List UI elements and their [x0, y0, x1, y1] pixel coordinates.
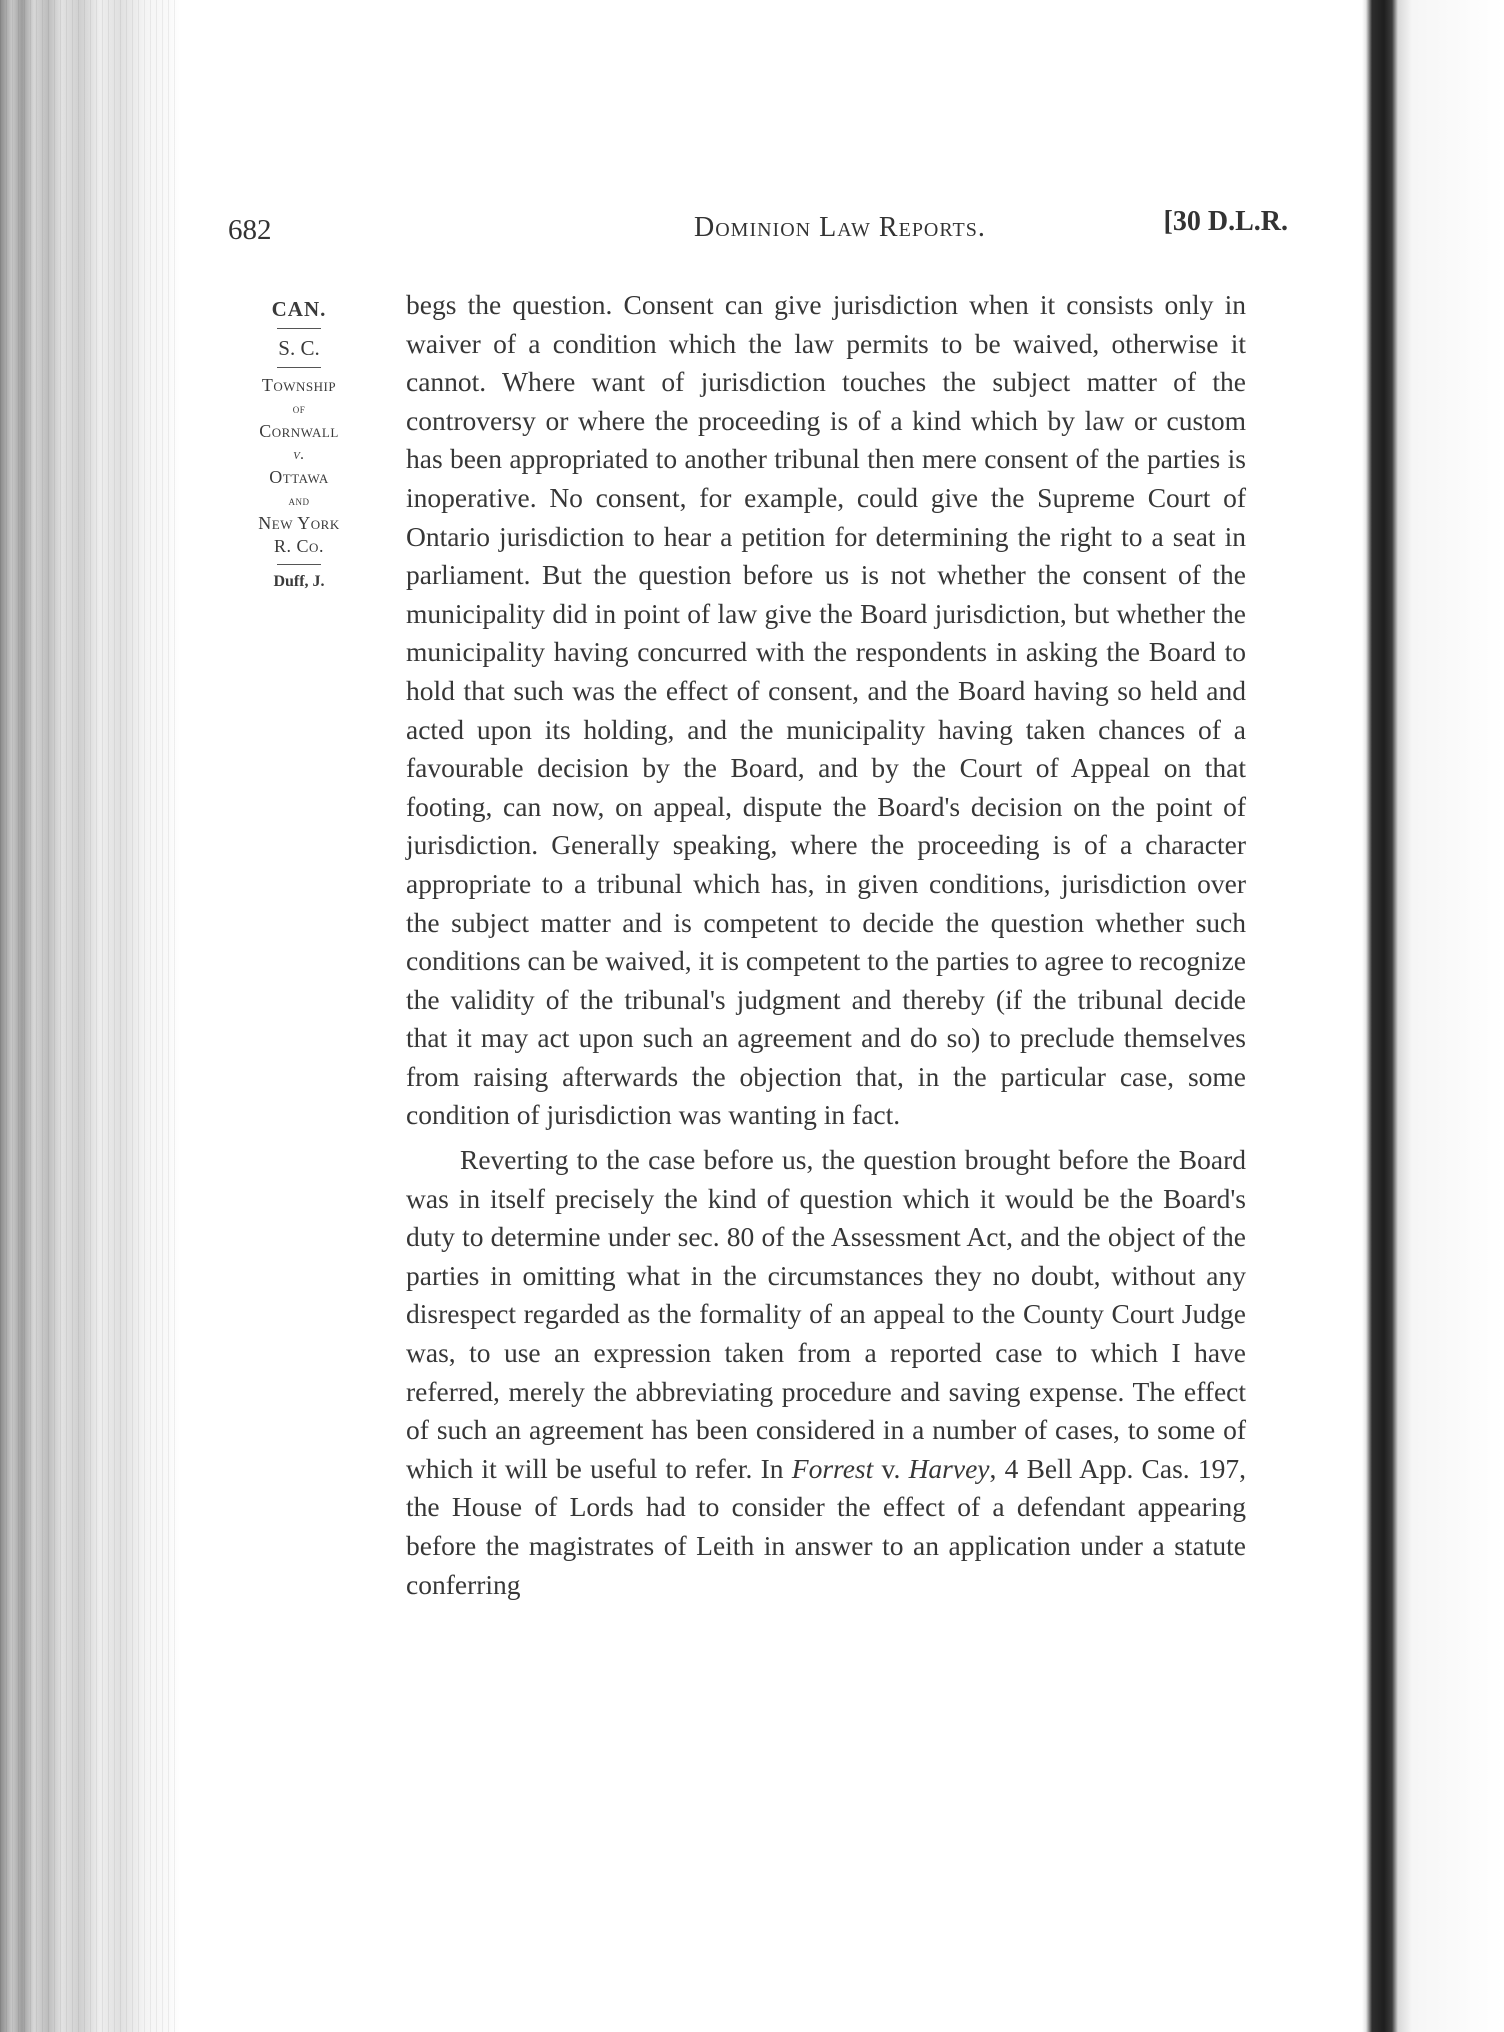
case-name-italic: Harvey — [908, 1452, 990, 1484]
margin-rule — [277, 367, 321, 368]
versus-text: v. — [881, 1452, 901, 1484]
case-line: v. — [293, 446, 305, 463]
case-line: R. Co. — [274, 536, 324, 556]
margin-notes — [224, 296, 374, 593]
case-name-italic: Forrest — [791, 1452, 874, 1484]
running-head — [228, 206, 1288, 246]
page-number: 682 — [228, 214, 272, 246]
case-line: New York — [258, 513, 340, 533]
margin-rule — [277, 328, 321, 329]
margin-court: S. C. — [278, 336, 320, 360]
journal-title: Dominion Law Reports. — [694, 212, 986, 243]
margin-country: CAN. — [271, 297, 327, 321]
paragraph — [406, 1141, 1246, 1604]
book-page — [180, 0, 1362, 2032]
case-line: Ottawa — [269, 467, 329, 487]
body-text — [406, 286, 1246, 1604]
volume-reference: [30 D.L.R. — [1163, 206, 1288, 237]
paragraph-text: Reverting to the case before us, the question brought before the Board was in itself precisely the kind of question which it would be the Board's duty to determine under sec. 80 of the Assessment Act, and the object of the parties in omitting what in the circumstances they no doubt, without any disrespect regarded as the formality of an appeal to the County Court Judge was, to use an expression taken from a reported case to which I have referred, merely the abbreviating procedure and saving expense. The effect of such an agreement has been considered in a number of cases, to some of which it will be useful to refer. In — [406, 1144, 1246, 1484]
paragraph-text: , 4 Bell App. Cas. 197, the House of Lords had to consider the effect of a defendant appearing before the magistrates of Leith in answer to an application under a statute conferring — [406, 1452, 1247, 1600]
margin-judge: Duff, J. — [273, 573, 325, 590]
margin-case-name — [224, 374, 374, 558]
book-gutter-edge — [1362, 0, 1504, 2032]
paragraph: begs the question. Consent can give jurisdiction when it consists only in waiver of a condition which the law permits to be waived, otherwise it cannot. Where want of jurisdiction touches the subject matter of the controversy or where the proceeding is of a kind which by law or custom has been appropriated to another tribunal then mere consent of the parties is inoperative. No consent, for example, could give the Supreme Court of Ontario jurisdiction to hear a petition for determining the right to a seat in parliament. But the question before us is not whether the consent of the municipality did in point of law give the Board jurisdiction, but whether the municipality having concurred with the respondents in asking the Board to hold that such was the effect of consent, and the Board having so held and acted upon its holding, and the municipality having taken chances of a favourable decision by the Board, and by the Court of Appeal on that footing, can now, on appeal, dispute the Board's decision on the point of jurisdiction. Generally speaking, where the proceeding is of a character appropriate to a tribunal which has, in given conditions, jurisdiction over the subject matter and is competent to decide the question whether such conditions can be waived, it is competent to the parties to agree to recognize the validity of the tribunal's judgment and thereby (if the tribunal decide that it may act upon such an agreement and do so) to preclude themselves from raising afterwards the objection that, in the particular case, some condition of jurisdiction was wanting in fact. — [406, 289, 1246, 1131]
case-line: Cornwall — [259, 421, 339, 441]
case-line: and — [288, 493, 310, 508]
margin-rule — [277, 564, 321, 565]
case-line: of — [292, 401, 306, 416]
book-page-edges — [0, 0, 180, 2032]
case-line: Township — [261, 375, 337, 395]
